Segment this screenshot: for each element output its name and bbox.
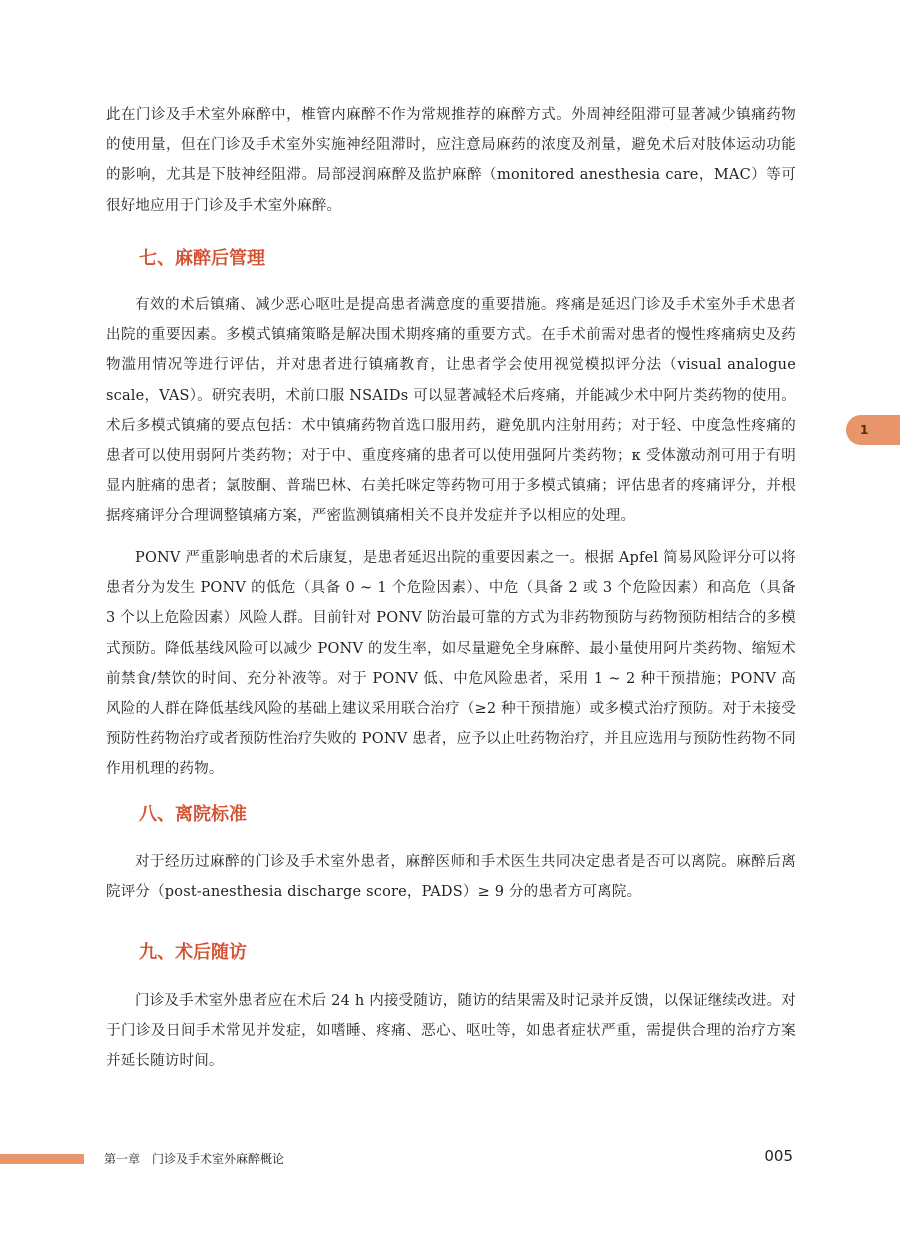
- chapter-side-tab: [846, 415, 900, 445]
- footer-chapter-title: 第一章 门诊及手术室外麻醉概论: [104, 1152, 285, 1166]
- page-number: 005: [764, 1147, 793, 1165]
- post-anesthesia-analgesia-paragraph: 有效的术后镇痛、减少恶心呕吐是提高患者满意度的重要措施。疼痛是延迟门诊及手术室外手术患者出院的重要因素。多模式镇痛策略是解决围术期疼痛的重要方式。在手术前需对患者的慢性疼痛病史及药物滥用情况等进行评估，并对患者进行镇痛教育，让患者学会使用视觉模拟评分法（visual analogue scale，VAS）。研究表明，术前口服 NSAIDs 可以显著减轻术后疼痛，并能减少术中阿片类药物的使用。术后多模式镇痛的要点包括：术中镇痛药物首选口服用药，避免肌内注射用药；对于轻、中度急性疼痛的患者可以使用弱阿片类药物；对于中、重度疼痛的患者可以使用强阿片类药物；κ 受体激动剂可用于有明显内脏痛的患者；氯胺酮、普瑞巴林、右美托咪定等药物可用于多模式镇痛；评估患者的疼痛评分，并根据疼痛评分合理调整镇痛方案，严密监测镇痛相关不良并发症并予以相应的处理。: [106, 297, 796, 525]
- section-heading-discharge-criteria: 八、离院标准: [139, 804, 247, 825]
- section-heading-post-anesthesia-management: 七、麻醉后管理: [139, 248, 265, 269]
- follow-up-paragraph: 门诊及手术室外患者应在术后 24 h 内接受随访，随访的结果需及时记录并反馈，以保证继续改进。对于门诊及日间手术常见并发症，如嗜睡、疼痛、恶心、呕吐等，如患者症状严重，需提供合理的治疗方案并延长随访时间。: [106, 993, 796, 1070]
- discharge-criteria-paragraph: 对于经历过麻醉的门诊及手术室外患者，麻醉医师和手术医生共同决定患者是否可以离院。麻醉后离院评分（post-anesthesia discharge score，PADS）≥ 9 分的患者方可离院。: [106, 854, 796, 901]
- footer-accent-bar: [0, 1154, 84, 1164]
- chapter-number: 1: [860, 423, 869, 437]
- intro-paragraph: 此在门诊及手术室外麻醉中，椎管内麻醉不作为常规推荐的麻醉方式。外周神经阻滞可显著减少镇痛药物的使用量，但在门诊及手术室外实施神经阻滞时，应注意局麻药的浓度及剂量，避免术后对肢体运动功能的影响，尤其是下肢神经阻滞。局部浸润麻醉及监护麻醉（monitored anesthesia care，MAC）等可很好地应用于门诊及手术室外麻醉。: [106, 107, 796, 214]
- section-heading-postoperative-follow-up: 九、术后随访: [139, 942, 247, 963]
- ponv-paragraph: PONV 严重影响患者的术后康复，是患者延迟出院的重要因素之一。根据 Apfel 简易风险评分可以将患者分为发生 PONV 的低危（具备 0 ~ 1 个危险因素）、中危（具备 2 或 3 个危险因素）和高危（具备 3 个以上危险因素）风险人群。目前针对 PONV 防治最可靠的方式为非药物预防与药物预防相结合的多模式预防。降低基线风险可以减少 PONV 的发生率，如尽量避免全身麻醉、最小量使用阿片类药物、缩短术前禁食/禁饮的时间、充分补液等。对于 PONV 低、中危风险患者，采用 1 ~ 2 种干预措施；PONV 高风险的人群在降低基线风险的基础上建议采用联合治疗（≥2 种干预措施）或多模式治疗预防。对于未接受预防性药物治疗或者预防性治疗失败的 PONV 患者，应予以止吐药物治疗，并且应选用与预防性药物不同作用机理的药物。: [106, 550, 796, 778]
